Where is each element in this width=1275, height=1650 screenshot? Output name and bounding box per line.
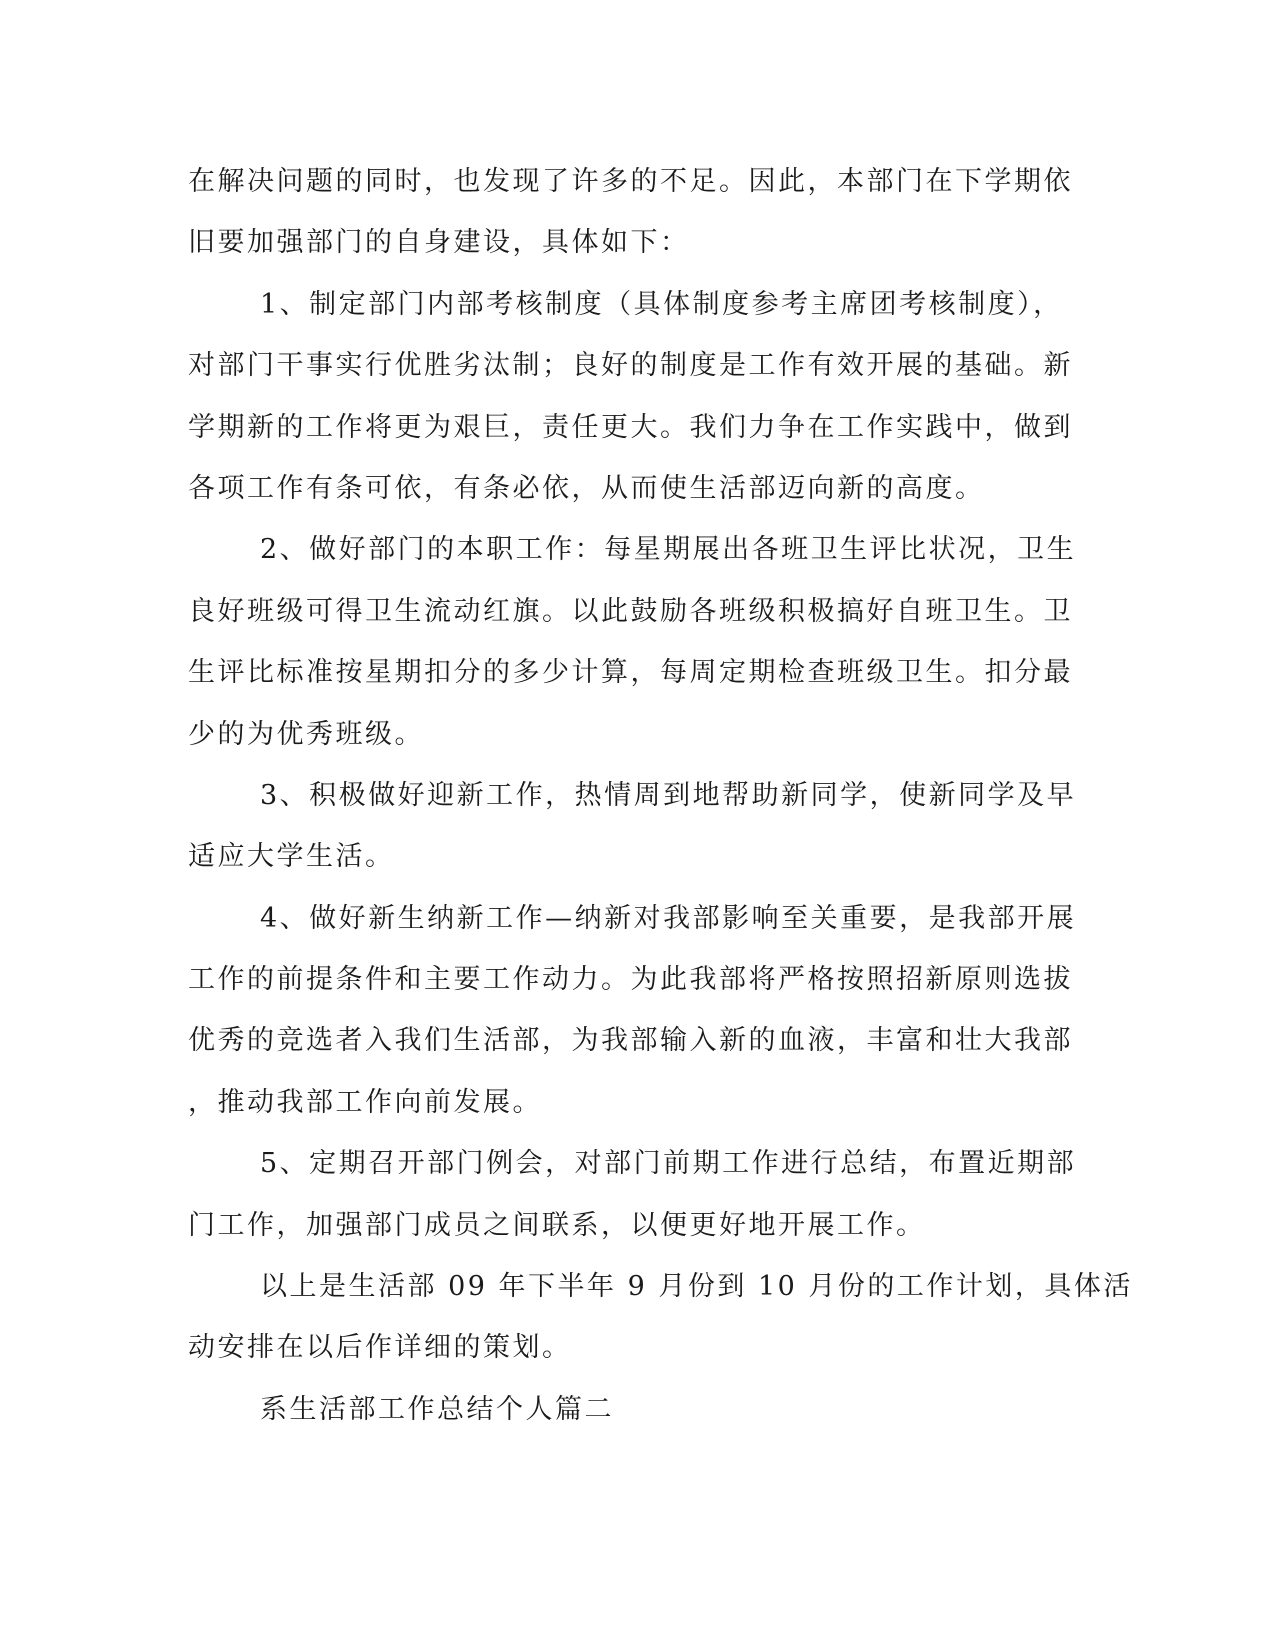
text-line: ，推动我部工作向前发展。 <box>188 1086 542 1118</box>
text-line: 适应大学生活。 <box>188 841 395 873</box>
text-line: 工作的前提条件和主要工作动力。为此我部将严格按照招新原则选拔 <box>188 964 1073 996</box>
section-heading: 系生活部工作总结个人篇二 <box>260 1393 614 1425</box>
text-line: 各项工作有条可依，有条必依，从而使生活部迈向新的高度。 <box>188 472 985 504</box>
list-item-1: 1、制定部门内部考核制度（具体制度参考主席团考核制度）， <box>260 288 1063 320</box>
text-line: 良好班级可得卫生流动红旗。以此鼓励各班级积极搞好自班卫生。卫 <box>188 595 1073 627</box>
text-line: 动安排在以后作详细的策划。 <box>188 1332 572 1364</box>
list-item-4: 4、做好新生纳新工作—纳新对我部影响至关重要，是我部开展 <box>260 902 1077 934</box>
text-line: 门工作，加强部门成员之间联系，以便更好地开展工作。 <box>188 1209 926 1241</box>
list-item-3: 3、积极做好迎新工作，热情周到地帮助新同学，使新同学及早 <box>260 779 1077 811</box>
summary-paragraph: 以上是生活部 09 年下半年 9 月份到 10 月份的工作计划，具体活 <box>260 1271 1133 1303</box>
text-line: 在解决问题的同时，也发现了许多的不足。因此，本部门在下学期依 <box>188 166 1073 197</box>
text-line: 优秀的竞选者入我们生活部，为我部输入新的血液，丰富和壮大我部 <box>188 1025 1073 1057</box>
text-line: 旧要加强部门的自身建设，具体如下： <box>188 227 690 259</box>
text-line: 对部门干事实行优胜劣汰制；良好的制度是工作有效开展的基础。新 <box>188 350 1073 382</box>
text-line: 少的为优秀班级。 <box>188 718 424 750</box>
list-item-2: 2、做好部门的本职工作：每星期展出各班卫生评比状况，卫生 <box>260 534 1077 566</box>
text-line: 学期新的工作将更为艰巨，责任更大。我们力争在工作实践中，做到 <box>188 411 1073 443</box>
document-body <box>188 162 1133 1451</box>
text-line: 生评比标准按星期扣分的多少计算，每周定期检查班级卫生。扣分最 <box>188 657 1073 689</box>
list-item-5: 5、定期召开部门例会，对部门前期工作进行总结，布置近期部 <box>260 1148 1077 1180</box>
